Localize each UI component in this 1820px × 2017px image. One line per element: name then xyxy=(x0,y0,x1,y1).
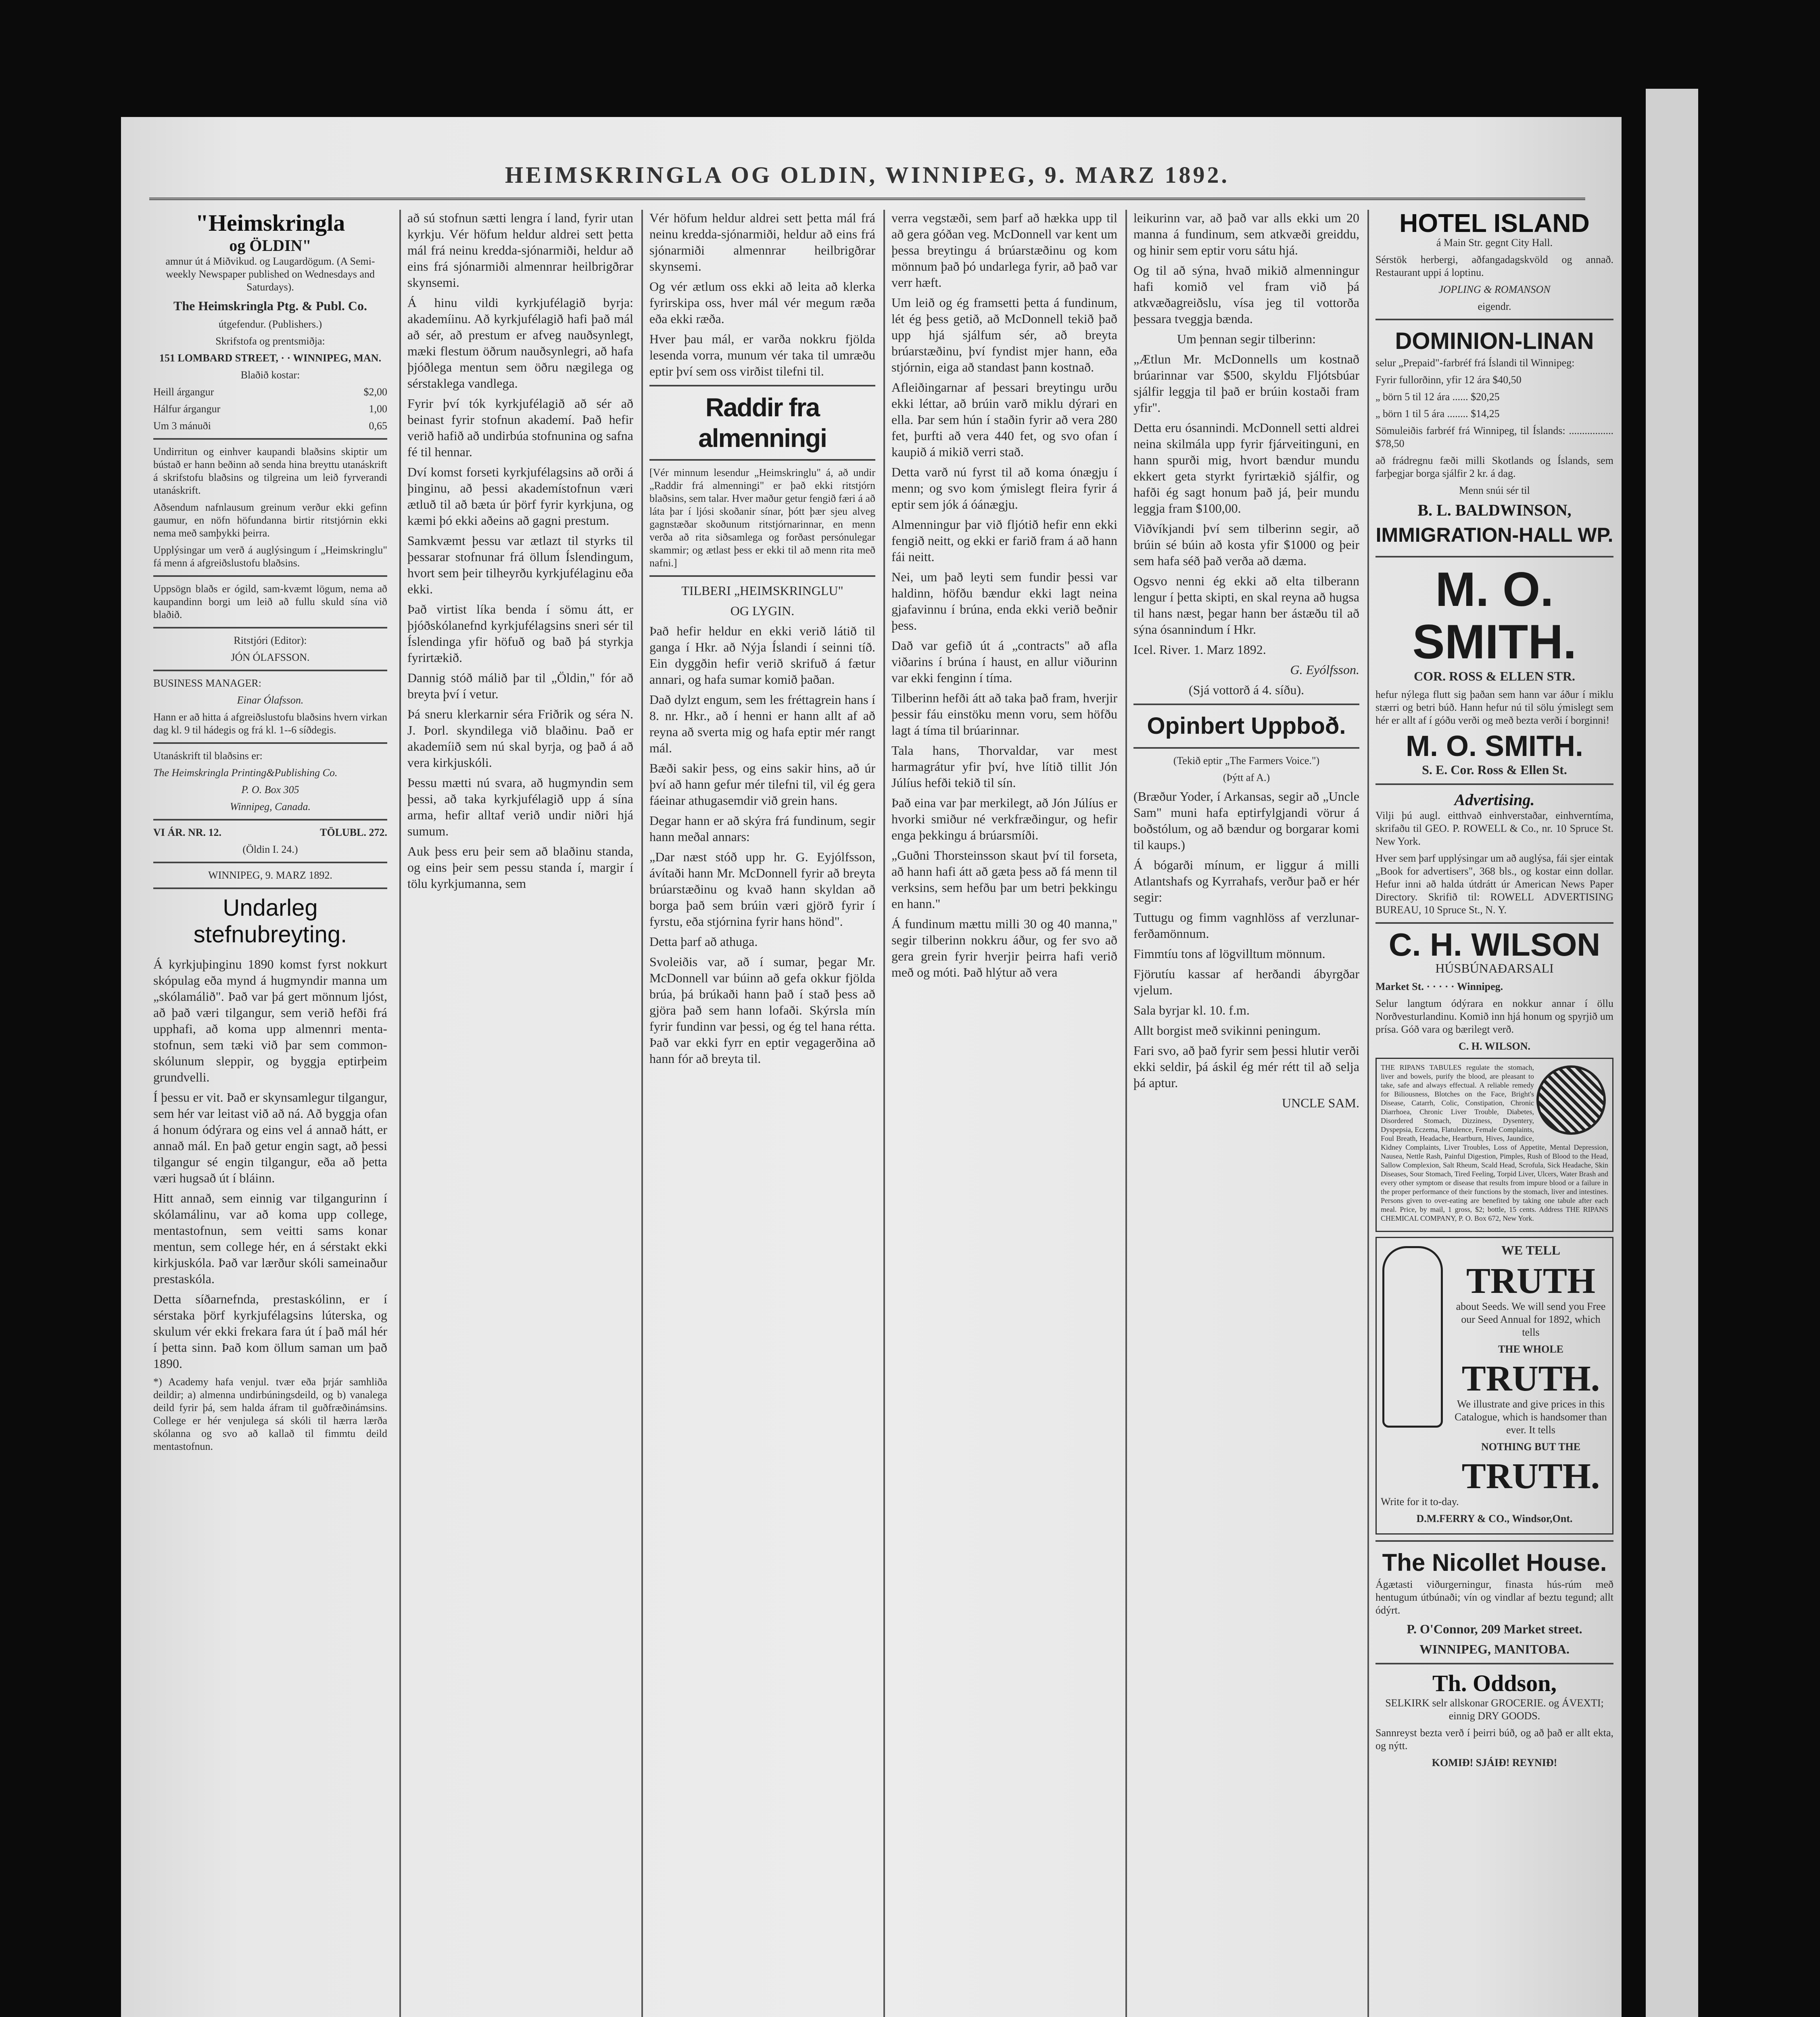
hotel-title: HOTEL ISLAND xyxy=(1399,210,1590,238)
signature-note: (Sjá vottorð á 4. síðu). xyxy=(1188,683,1304,697)
truth-heading: TRUTH. xyxy=(1461,1456,1600,1496)
smith-title: M. O. SMITH. xyxy=(1412,562,1577,669)
truth-ad xyxy=(1375,1237,1613,1535)
article-title: stefnubreyting. xyxy=(193,921,347,948)
masthead-title: "Heimskringla xyxy=(195,210,345,236)
column-3 xyxy=(649,210,875,2017)
binding-strip xyxy=(1646,89,1698,2017)
article-paragraph: Það hefir heldur en ekki verið látið til ganga í Hkr. að Nýja Íslandi í seinni tíð. Ein dyggðin hefir verið skrifuð á fætur annari, og hafa sumar komið þaðan. xyxy=(649,624,875,687)
immigration-hall: IMMIGRATION-HALL WP. xyxy=(1375,524,1613,546)
truth-text: We illustrate and give prices in this Catalogue, which is handsomer than ever. It tells xyxy=(1455,1398,1607,1436)
signature-place: Icel. River. 1. Marz 1892. xyxy=(1133,642,1266,657)
ripans-text: THE RIPANS TABULES regulate the stomach, liver and bowels, purify the blood, are pleasant to take, safe and always effectual. A reliable remedy for Biliousness, Blotches on the Face, Bright's Disease, Catarrh, Colic, Constipation, Chronic Diarrhoea, Chronic Liver Trouble, Diabetes, Disordered Stomach, Dizziness, Dysentery, Dyspepsia, Eczema, Flatulence, Female Complaints, Foul Breath, Headache, Heartburn, Hives, Jaundice, Kidney Complaints, Liver Troubles, Loss of Appetite, Mental Depression, Nausea, Nettle Rash, Painful Digestion, Pimples, Rush of Blood to the Head, Sallow Complexion, Salt Rheum, Scald Head, Scrofula, Sick Headache, Skin Diseases, Sour Stomach, Tired Feeling, Torpid Liver, Ulcers, Water Brash and every other symptom or disease that results from impure blood or a failure in the proper performance of their functions by the stomach, liver and intestines. Persons given to over-eating are benefited by taking one tabule after each meal. Price, by mail, 1 gross, $2; bottle, 15 cents. Address THE RIPANS CHEMICAL COMPANY, P. O. Box 672, New York. xyxy=(1381,1063,1608,1222)
divider xyxy=(153,670,387,671)
column-6-ads xyxy=(1375,210,1613,2017)
article-paragraph: Það eina var þar merkilegt, að Jón Júlíus er hvorki smiður né verkfræðingur, og hefir enga þekkingu á brúarsmíði. xyxy=(891,796,1117,842)
article-paragraph: Nei, um það leyti sem fundir þessi var haldinn, höfðu bændur ekki lagt neina gjafavinnu í brúna, enda ekki verið beðnir þess. xyxy=(891,570,1117,633)
article-paragraph: að sú stofnun sætti lengra í land, fyrir utan kyrkju. Vér höfum heldur aldrei sett þetta mál frá neinu kredda-sjónarmiði, heldur að eins frá sjónarmiði almennrar heilbrigðrar skynsemi. xyxy=(407,211,633,290)
nicollet-city: WINNIPEG, MANITOBA. xyxy=(1419,1642,1570,1656)
divider xyxy=(1133,747,1359,749)
smith-text: hefur nýlega flutt sig þaðan sem hann var áður í miklu stærri og betri búð. Hann hefur nú til sölu ýmislegt sem hér er allt af í góðu verði og með bezta verði í borginni! xyxy=(1375,689,1613,726)
divider xyxy=(649,385,875,386)
advertising-text: Vilji þú augl. eitthvað einhverstaðar, einhverntíma, skrifaðu til GEO. P. ROWELL & Co., nr. 10 Spruce St. New York. xyxy=(1375,810,1613,847)
business-manager-heading: BUSINESS MANAGER: xyxy=(153,677,261,689)
article-paragraph: verra vegstæði, sem þarf að hækka upp til að gera góðan veg. McDonnell var kent um þessa breytingu á brúarstæðinu og kom mönnum það þó undarlega fyrir, að það var verr hæft. xyxy=(891,211,1117,290)
hotel-owner: JOPLING & ROMANSON xyxy=(1438,284,1551,295)
truth-heading: TRUTH. xyxy=(1461,1359,1600,1399)
auction-paragraph: Fari svo, að það fyrir sem þessi hlutir verði ekki seldir, þá áskil ég mér rétt til að selja þá aptur. xyxy=(1133,1043,1359,1090)
divider xyxy=(153,742,387,744)
price-row: Hálfur árgangur 1,00 xyxy=(153,403,387,415)
article-paragraph: Detta þarf að athuga. xyxy=(649,934,758,949)
article-paragraph: Degar hann er að skýra frá fundinum, segir hann meðal annars: xyxy=(649,813,875,844)
price-heading: Blaðið kostar: xyxy=(240,369,300,381)
article-paragraph: Tala hans, Thorvaldar, var mest harmagrátur yfir því, hve lítið tillit Jón Júlíus hefði tekið til sín. xyxy=(891,743,1117,790)
address-line: The Heimskringla Printing&Publishing Co. xyxy=(153,767,338,779)
divider xyxy=(1375,319,1613,320)
agent-name: B. L. BALDWINSON, xyxy=(1417,501,1572,519)
article-paragraph: Dað var gefið út á „contracts" að afla viðarins í brúna í haust, en allur viðurinn var ekki fenginn í tíma. xyxy=(891,638,1117,685)
advertising-text: Hver sem þarf upplýsingar um að auglýsa, fái sjer eintak „Book for advertisers", 368 bls., og kostar einn dollar. Hefur inni að halda útdrátt úr American News Paper Directory. Skrifið til: ROWELL ADVERTISING BUREAU, 10 Spruce St., N. Y. xyxy=(1375,852,1613,916)
divider xyxy=(1375,556,1613,557)
page-header xyxy=(149,153,1585,200)
article-paragraph: Svoleiðis var, að í sumar, þegar Mr. McDonnell var búinn að gefa okkur fjölda brúa, þá brúkaði hann það í stað þess að gjöra það sem hann lofaði. Skýrsla mín fyrir fundinn var þessi, og ég tel hana rétta. Það var ekki fyrr en eptir vegagerðina að hann fór að breyta til. xyxy=(649,954,875,1066)
wilson-subtitle: HÚSBÚNAÐARSALI xyxy=(1435,961,1554,975)
editor-heading: Ritstjóri (Editor): xyxy=(234,635,307,646)
truth-text: about Seeds. We will send you Free our Seed Annual for 1892, which tells xyxy=(1456,1301,1606,1338)
article-paragraph: Afleiðingarnar af þessari breytingu urðu ekki léttar, að brúin varð miklu dýrari en ella. Þar sem hún í staðin fyrir að vera 280 fet, þurfti að vera 440 fet, og svo ofan í kaupið á mikið verri stað. xyxy=(891,380,1117,459)
feature-note: [Vér minnum lesendur „Heimskringlu" á, að undir „Raddir frá almenningi" er það ekki ritstjórn blaðsins, sem talar. Hver maður getur fengið færi á að láta þar í ljósi skoðanir sínar, þótt þær sjeu alveg gagnstæðar skoðunum ritstjórnarinnar, en menn verða að rita siðsamlega og forðast persónulegar skammir; og ætlast þess er ekki til að menn rita með nafni.] xyxy=(649,467,875,569)
article-paragraph: Almenningur þar við fljótið hefir enn ekki fengið neitt, og ekki er farið fram á að hann fái neitt. xyxy=(891,517,1117,564)
divider xyxy=(153,862,387,863)
truth-heading: TRUTH xyxy=(1466,1261,1596,1301)
truth-write: Write for it to-day. xyxy=(1381,1496,1459,1508)
article-paragraph: Á hinu vildi kyrkjufélagið byrja: akademíinu. Að kyrkjufélagið hafi það mál að sér, að prestum er afveg nauðsynlegt, mæki flestum öðrum nauðsynlegri, að hafa þjóðlega mentun sem öðru nægilega og sérstaklega vandlega. xyxy=(407,295,633,390)
column-2 xyxy=(407,210,633,2017)
divider xyxy=(1375,922,1613,924)
advertising-title: Advertising. xyxy=(1454,791,1535,809)
auction-paragraph: Fimmtíu tons af lögvilltum mönnum. xyxy=(1133,946,1325,961)
article-paragraph: Hitt annað, sem einnig var tilgangurinn í skólamálinu, var að koma upp college, mentastofnun, sem veitti sams konar mentun, sem college hér, en á sérstakt ekki kirkjuskóla. Það var lærður skóli sameinaður prestaskóla. xyxy=(153,1191,387,1286)
sub-title: OG LYGIN. xyxy=(730,603,795,618)
article-paragraph: Detta varð nú fyrst til að koma ónægju í menn; og svo kom ýmislegt fleira fyrir á eptir sem jók á óánægju. xyxy=(891,465,1117,512)
address-line: Winnipeg, Canada. xyxy=(230,801,311,812)
column-rule xyxy=(1367,210,1369,2017)
dominion-contact: Menn snúi sér til xyxy=(1459,484,1530,496)
article-paragraph: „Guðni Thorsteinsson skaut því til forseta, að hann hafi átt að gæta þess að fá menn til verksins, sem hefðu þar um betri þekkingu en hann." xyxy=(891,848,1117,911)
column-rule xyxy=(399,210,401,2017)
divider xyxy=(649,459,875,461)
article-paragraph: Það virtist líka benda í sömu átt, er þjóðskólanefnd kyrkjufélagsins sneri sér til Íslendinga yfir höfuð og bað þá styrkja fyrirtækið. xyxy=(407,602,633,665)
ripans-logo-icon xyxy=(1536,1065,1606,1135)
oddson-sub: SELKIRK selr allskonar GROCERIE. og ÁVEXTI; einnig DRY GOODS. xyxy=(1385,1697,1604,1722)
smith-title-2: M. O. SMITH. xyxy=(1406,730,1583,762)
business-manager-name: Einar Ólafsson. xyxy=(237,694,304,706)
publisher-name: The Heimskringla Ptg. & Publ. Co. xyxy=(173,299,367,313)
column-5 xyxy=(1133,210,1359,2017)
article-paragraph: Um leið og ég framsetti þetta á fundinum, lét ég þess getið, að McDonnell tekið það upp hjá sjálfum sér, að breyta brúarstæðinu, því fyndist mjer hann, eða stjórnin, eiga að standast þann kostnað. xyxy=(891,295,1117,374)
article-paragraph: Í þessu er vit. Það er skynsamlegur tilgangur, sem hér var leitast við að ná. Að byggja ofan á honum ódýrara og eins vel á annað hátt, er annað mál. En það getur engin sagt, að þessi tilgangur sé engin tilgangur, eða að þetta væri hugsað út í bláinn. xyxy=(153,1090,387,1185)
wilson-signature: C. H. WILSON. xyxy=(1459,1040,1530,1052)
hotel-address: á Main Str. gegnt City Hall. xyxy=(1436,237,1553,248)
oddson-title: Th. Oddson, xyxy=(1432,1670,1557,1696)
column-4 xyxy=(891,210,1117,2017)
article-paragraph: Fyrir því tók kyrkjufélagið að sér að beinast fyrir stofnun akademí. Það hefir verið hafið að undirbúa stofnunina og safna fé til hennar. xyxy=(407,396,633,459)
divider xyxy=(1375,783,1613,785)
issue-sub: (Öldin I. 24.) xyxy=(242,844,298,855)
footnote: *) Academy hafa venjul. tvær eða þrjár samhliða deildir; a) almenna undirbúningsdeild, og b) vanalega deild fyrir þá, sem halda áfram til guðfræðinámsins. College er hér venjulega sá skóli til hærra lærða skólanna og svo að kallað til fimmtu deild mentastofnun. xyxy=(153,1376,387,1452)
smith-address-2: S. E. Cor. Ross & Ellen St. xyxy=(1422,762,1567,777)
article-paragraph: Á kyrkjuþinginu 1890 komst fyrst nokkurt skópulag eða mynd á hugmyndir manna um „skólamálið". Það var þá gert mönnum ljóst, að það væri tilgangur, sem verið hefði frá upphafi, að koma upp almennri menta-stofnun, sem tæki við þar sem common-skólunum sleppir, og byggja eptirþeim grundvelli. xyxy=(153,957,387,1084)
auction-paragraph: Fjörutíu kassar af herðandi ábyrgðar vjelum. xyxy=(1133,967,1359,997)
hotel-owner-sub: eigendr. xyxy=(1478,301,1511,312)
article-paragraph: Auk þess eru þeir sem að blaðinu standa, og eins þeir sem pessu standa í, margir í tölu kyrkjumanna, sem xyxy=(407,844,633,891)
oddson-tagline: KOMIÐ! SJÁIÐ! REYNIÐ! xyxy=(1432,1757,1557,1769)
publisher-sub: útgefendur. (Publishers.) xyxy=(218,318,322,330)
divider xyxy=(153,438,387,440)
hand-icon xyxy=(1382,1246,1443,1428)
notice: Upplýsingar um verð á auglýsingum í „Heimskringlu" fá menn á afgreiðslustofu blaðsins. xyxy=(153,544,387,569)
article-paragraph: Tilberinn hefði átt að taka það fram, hverjir þessir fáu einstöku menn voru, sem höfðu lagt á tíma til brúarinnar. xyxy=(891,691,1117,737)
ripans-ad xyxy=(1375,1058,1613,1232)
article-paragraph: Og til að sýna, hvað mikið almenningur hafi komið vel fram við þá atkvæðagreiðslu, vísa jeg til vottorða þessara tveggja bænda. xyxy=(1133,263,1359,326)
article-paragraph: Dannig stóð málið þar til „Öldin," fór að breyta því í vetur. xyxy=(407,670,633,701)
newspaper-page xyxy=(121,117,1622,2017)
dominion-rate: að frádregnu fæði milli Skotlands og Íslands, sem farþegjar borga sjálfir 2 kr. á dag. xyxy=(1375,455,1613,479)
auction-paragraph: Sala byrjar kl. 10. f.m. xyxy=(1133,1003,1250,1017)
dominion-title: DOMINION-LINAN xyxy=(1395,328,1594,354)
feature-title: Raddir fra almenningi xyxy=(698,393,827,453)
dominion-rate: „ börn 5 til 12 ára ...... $20,25 xyxy=(1375,391,1500,403)
signature-name: G. Eyólfsson. xyxy=(1290,662,1359,677)
office-label: Skrifstofa og prentsmiðja: xyxy=(215,335,325,347)
nicollet-text: Ágætasti viðurgerningur, finasta hús-rúm með hentugum útbúnaði; vín og vindlar af beztu tegund; allt ódýrt. xyxy=(1375,1579,1613,1616)
article-paragraph: leikurinn var, að það var alls ekki um 20 manna á fundinum, sem atkvæði greiddu, og hinir sem eptir voru sátu hjá. xyxy=(1133,211,1359,257)
wilson-title: C. H. WILSON xyxy=(1388,927,1601,963)
wilson-street: Market St. · · · · · Winnipeg. xyxy=(1375,981,1503,992)
article-paragraph: „Ætlun Mr. McDonnells um kostnað brúarinnar var $500, skyldu Fljótsbúar sjálfir leggja til það er brúin kostaði fram yfir". xyxy=(1133,352,1359,415)
masthead-intro: amnur út á Miðvikud. og Laugardögum. (A Semi-weekly Newspaper published on Wednesdays and Saturdays). xyxy=(165,255,375,293)
article-paragraph: Um þennan segir tilberinn: xyxy=(1177,332,1316,346)
auction-paragraph: Á bógarði mínum, er liggur á milli Atlantshafs og Kyrrahafs, verður það er hér segir: xyxy=(1133,858,1359,904)
auction-translator: (Þýtt af A.) xyxy=(1223,772,1270,783)
nicollet-owner: P. O'Connor, 209 Market street. xyxy=(1407,1622,1582,1636)
divider xyxy=(1133,704,1359,705)
nicollet-title: The Nicollet House. xyxy=(1382,1549,1607,1576)
article-paragraph: Dví komst forseti kyrkjufélagsins að orði á þinginu, að þessi akademístofnun væri ætluð til að bæta úr þörf fyrir kyrkjuna, og kæmi þó ekki aðeins að gagni prestum. xyxy=(407,465,633,528)
article-paragraph: Þá sneru klerkarnir séra Friðrik og séra N. J. Þorl. skyndilega við blaðinu. Það er akademíið sem nú skal byrja, og það á að vera kirkjuskóli. xyxy=(407,707,633,770)
oddson-text: Sannreyst bezta verð í þeirri búð, og að það er allt ekta, og nýtt. xyxy=(1375,1727,1613,1752)
truth-company: D.M.FERRY & CO., Windsor,Ont. xyxy=(1416,1513,1573,1524)
divider xyxy=(153,887,387,889)
article-paragraph: Vér höfum heldur aldrei sett þetta mál frá neinu kredda-sjónarmiði, heldur að eins frá sjónarmiði almennrar heilbrigðrar skynsemi. xyxy=(649,211,875,274)
notice: Undirritun og einhver kaupandi blaðsins skiptir um bústað er hann beðinn að senda hina breyttu utanáskrift á skrifstofu blaðsins og tilgreina um leið fyrverandi utanáskrift. xyxy=(153,446,387,496)
truth-tell: WE TELL xyxy=(1501,1243,1561,1257)
price-row: Heill árgangur $2,00 xyxy=(153,386,387,398)
address-heading: Utanáskrift til blaðsins er: xyxy=(153,750,263,762)
price-row: Um 3 mánuði 0,65 xyxy=(153,420,387,432)
auction-title: Opinbert Uppboð. xyxy=(1147,713,1346,739)
truth-text: THE WHOLE xyxy=(1498,1343,1564,1355)
column-rule xyxy=(883,210,885,2017)
notice: Uppsögn blaðs er ógild, sam-kvæmt lögum, nema að kaupandinn borgi um leið að fullu skuld sína við blaðið. xyxy=(153,583,387,620)
auction-paragraph: Allt borgist með svikinni peningum. xyxy=(1133,1023,1321,1038)
header-title: HEIMSKRINGLA OG OLDIN, WINNIPEG, 9. MARZ 1892. xyxy=(505,162,1229,188)
article-paragraph: Detta síðarnefnda, prestaskólinn, er í sérstaka þörf kyrkjufélagsins lúterska, og skulum vér ekki frekara fara út í það mál hér í þetta sinn. Það kom öllum saman um það 1890. xyxy=(153,1292,387,1371)
dominion-text: selur „Prepaid"-farbréf frá Íslandi til Winnipeg: xyxy=(1375,357,1575,369)
article-paragraph: Samkvæmt þessu var ætlazt til styrks til þessarar stofnunar frá öllum Íslendingum, hvort sem þeir tilheyrðu kyrkjufélaginu eða ekki. xyxy=(407,533,633,596)
hotel-text: Sérstök herbergi, aðfangadagskvöld og annað. Restaurant uppi á loptinu. xyxy=(1375,254,1613,278)
article-title: Undarleg xyxy=(223,895,318,921)
article-paragraph: „Dar næst stóð upp hr. G. Eyjólfsson, ávítaði hann Mr. McDonnell fyrir að breyta brúarstæðinu og kvað hann skyldan að borga það sem brúin væri gjörð fyrir í fyrstu, eða stjórnina fyrir hans hönd". xyxy=(649,850,875,929)
dominion-rate: „ börn 1 til 5 ára ........ $14,25 xyxy=(1375,408,1500,420)
dominion-rate: Sömuleiðis farbréf frá Winnipeg, til Íslands: ................. $78,50 xyxy=(1375,425,1613,449)
article-paragraph: Bæði sakir þess, og eins sakir hins, að úr því að hann gefur mér tilefni til, vil ég gera fáeinar athugasemdir við grein hans. xyxy=(649,761,875,808)
issue-line: VI ÁR. NR. 12. TÖLUBL. 272. xyxy=(153,827,387,838)
auction-paragraph: Tuttugu og fimm vagnhlöss af verzlunar-ferðamönnum. xyxy=(1133,910,1359,941)
article-paragraph: Og vér ætlum oss ekki að leita að klerka fyrirskipa oss, hver mál vér megum ræða eða ekki ræða. xyxy=(649,279,875,326)
divider xyxy=(649,575,875,577)
dominion-rate: Fyrir fullorðinn, yfir 12 ára $40,50 xyxy=(1375,374,1522,386)
editor-name: JÓN ÓLAFSSON. xyxy=(231,651,310,663)
article-paragraph: Á fundinum mættu milli 30 og 40 manna," segir tilberinn nokkru áður, og fer svo að gera grein fyrir hverjir þeirra hafi verið með og móti. Það hlýtur að vera xyxy=(891,917,1117,979)
wilson-text: Selur langtum ódýrara en nokkur annar í öllu Norðvesturlandinu. Komið inn hjá honum og spyrjið um prísa. Góð vara og bærilegt verð. xyxy=(1375,998,1613,1035)
truth-text: NOTHING BUT THE xyxy=(1481,1441,1581,1453)
business-manager-hours: Hann er að hitta á afgreiðslustofu blaðsins hvern virkan dag kl. 9 til hádegis og frá kl. 1--6 síðdegis. xyxy=(153,711,387,736)
sub-title: TILBERI „HEIMSKRINGLU" xyxy=(681,583,843,598)
column-rule xyxy=(641,210,643,2017)
article-paragraph: Viðvíkjandi því sem tilberinn segir, að brúin sé búin að kosta yfir $1000 og þeir sem hafa séð það verða að dæma. xyxy=(1133,521,1359,568)
auction-source: (Tekið eptir „The Farmers Voice.") xyxy=(1173,755,1320,766)
masthead-subtitle: og ÖLDIN" xyxy=(229,236,311,255)
auction-paragraph: (Bræður Yoder, í Arkansas, segir að „Uncle Sam" muni hafa eptirfylgjandi vörur á boðstólum, og að bændur og borgarar komi til kaups.) xyxy=(1133,789,1359,852)
article-paragraph: Hver þau mál, er varða nokkru fjölda lesenda vorra, munum vér taka til umræðu eptir því sem oss virðist tilefni til. xyxy=(649,332,875,378)
article-paragraph: Dað dylzt engum, sem les fréttagrein hans í 8. nr. Hkr., að í henni er hann allt af að reyna að sverta mig og hafa eptir mér rangt mál. xyxy=(649,692,875,755)
divider xyxy=(153,575,387,577)
auction-signature: UNCLE SAM. xyxy=(1282,1096,1359,1110)
divider xyxy=(153,627,387,628)
divider xyxy=(1375,1663,1613,1664)
notice: Aðsendum nafnlausum greinum verður ekki gefinn gaumur, en nöfn höfundanna birtir ritstjórnin ekki nema með samþykki þeirra. xyxy=(153,501,387,539)
column-1 xyxy=(153,210,387,2017)
office-address: 151 LOMBARD STREET, · · WINNIPEG, MAN. xyxy=(159,352,382,364)
article-paragraph: Þessu mætti nú svara, að hugmyndin sem þessi, að taka kyrkjufélagið upp á sína arma, hefir alltaf verið undir niðri hjá sumum. xyxy=(407,775,633,838)
divider xyxy=(1375,1540,1613,1542)
smith-address: COR. ROSS & ELLEN STR. xyxy=(1413,669,1576,683)
divider xyxy=(153,819,387,821)
dateline: WINNIPEG, 9. MARZ 1892. xyxy=(208,869,332,881)
address-line: P. O. Box 305 xyxy=(241,784,299,796)
column-rule xyxy=(1125,210,1127,2017)
article-paragraph: Ogsvo nenni ég ekki að elta tilberann lengur í þetta skipti, en skal reyna að hugsa til hans næst, þegar hann ber ástæðu til að sýna ósannindum í Hkr. xyxy=(1133,574,1359,637)
article-paragraph: Detta eru ósannindi. McDonnell setti aldrei neina skilmála upp fyrir fjárveitinguni, en hann spurði mig, hvort bændur mundu ekkert geta styrkt fyrirtækið sjálfir, og hafði ég sagt honum það já, þeir mundu leggja fram $100,00. xyxy=(1133,420,1359,516)
